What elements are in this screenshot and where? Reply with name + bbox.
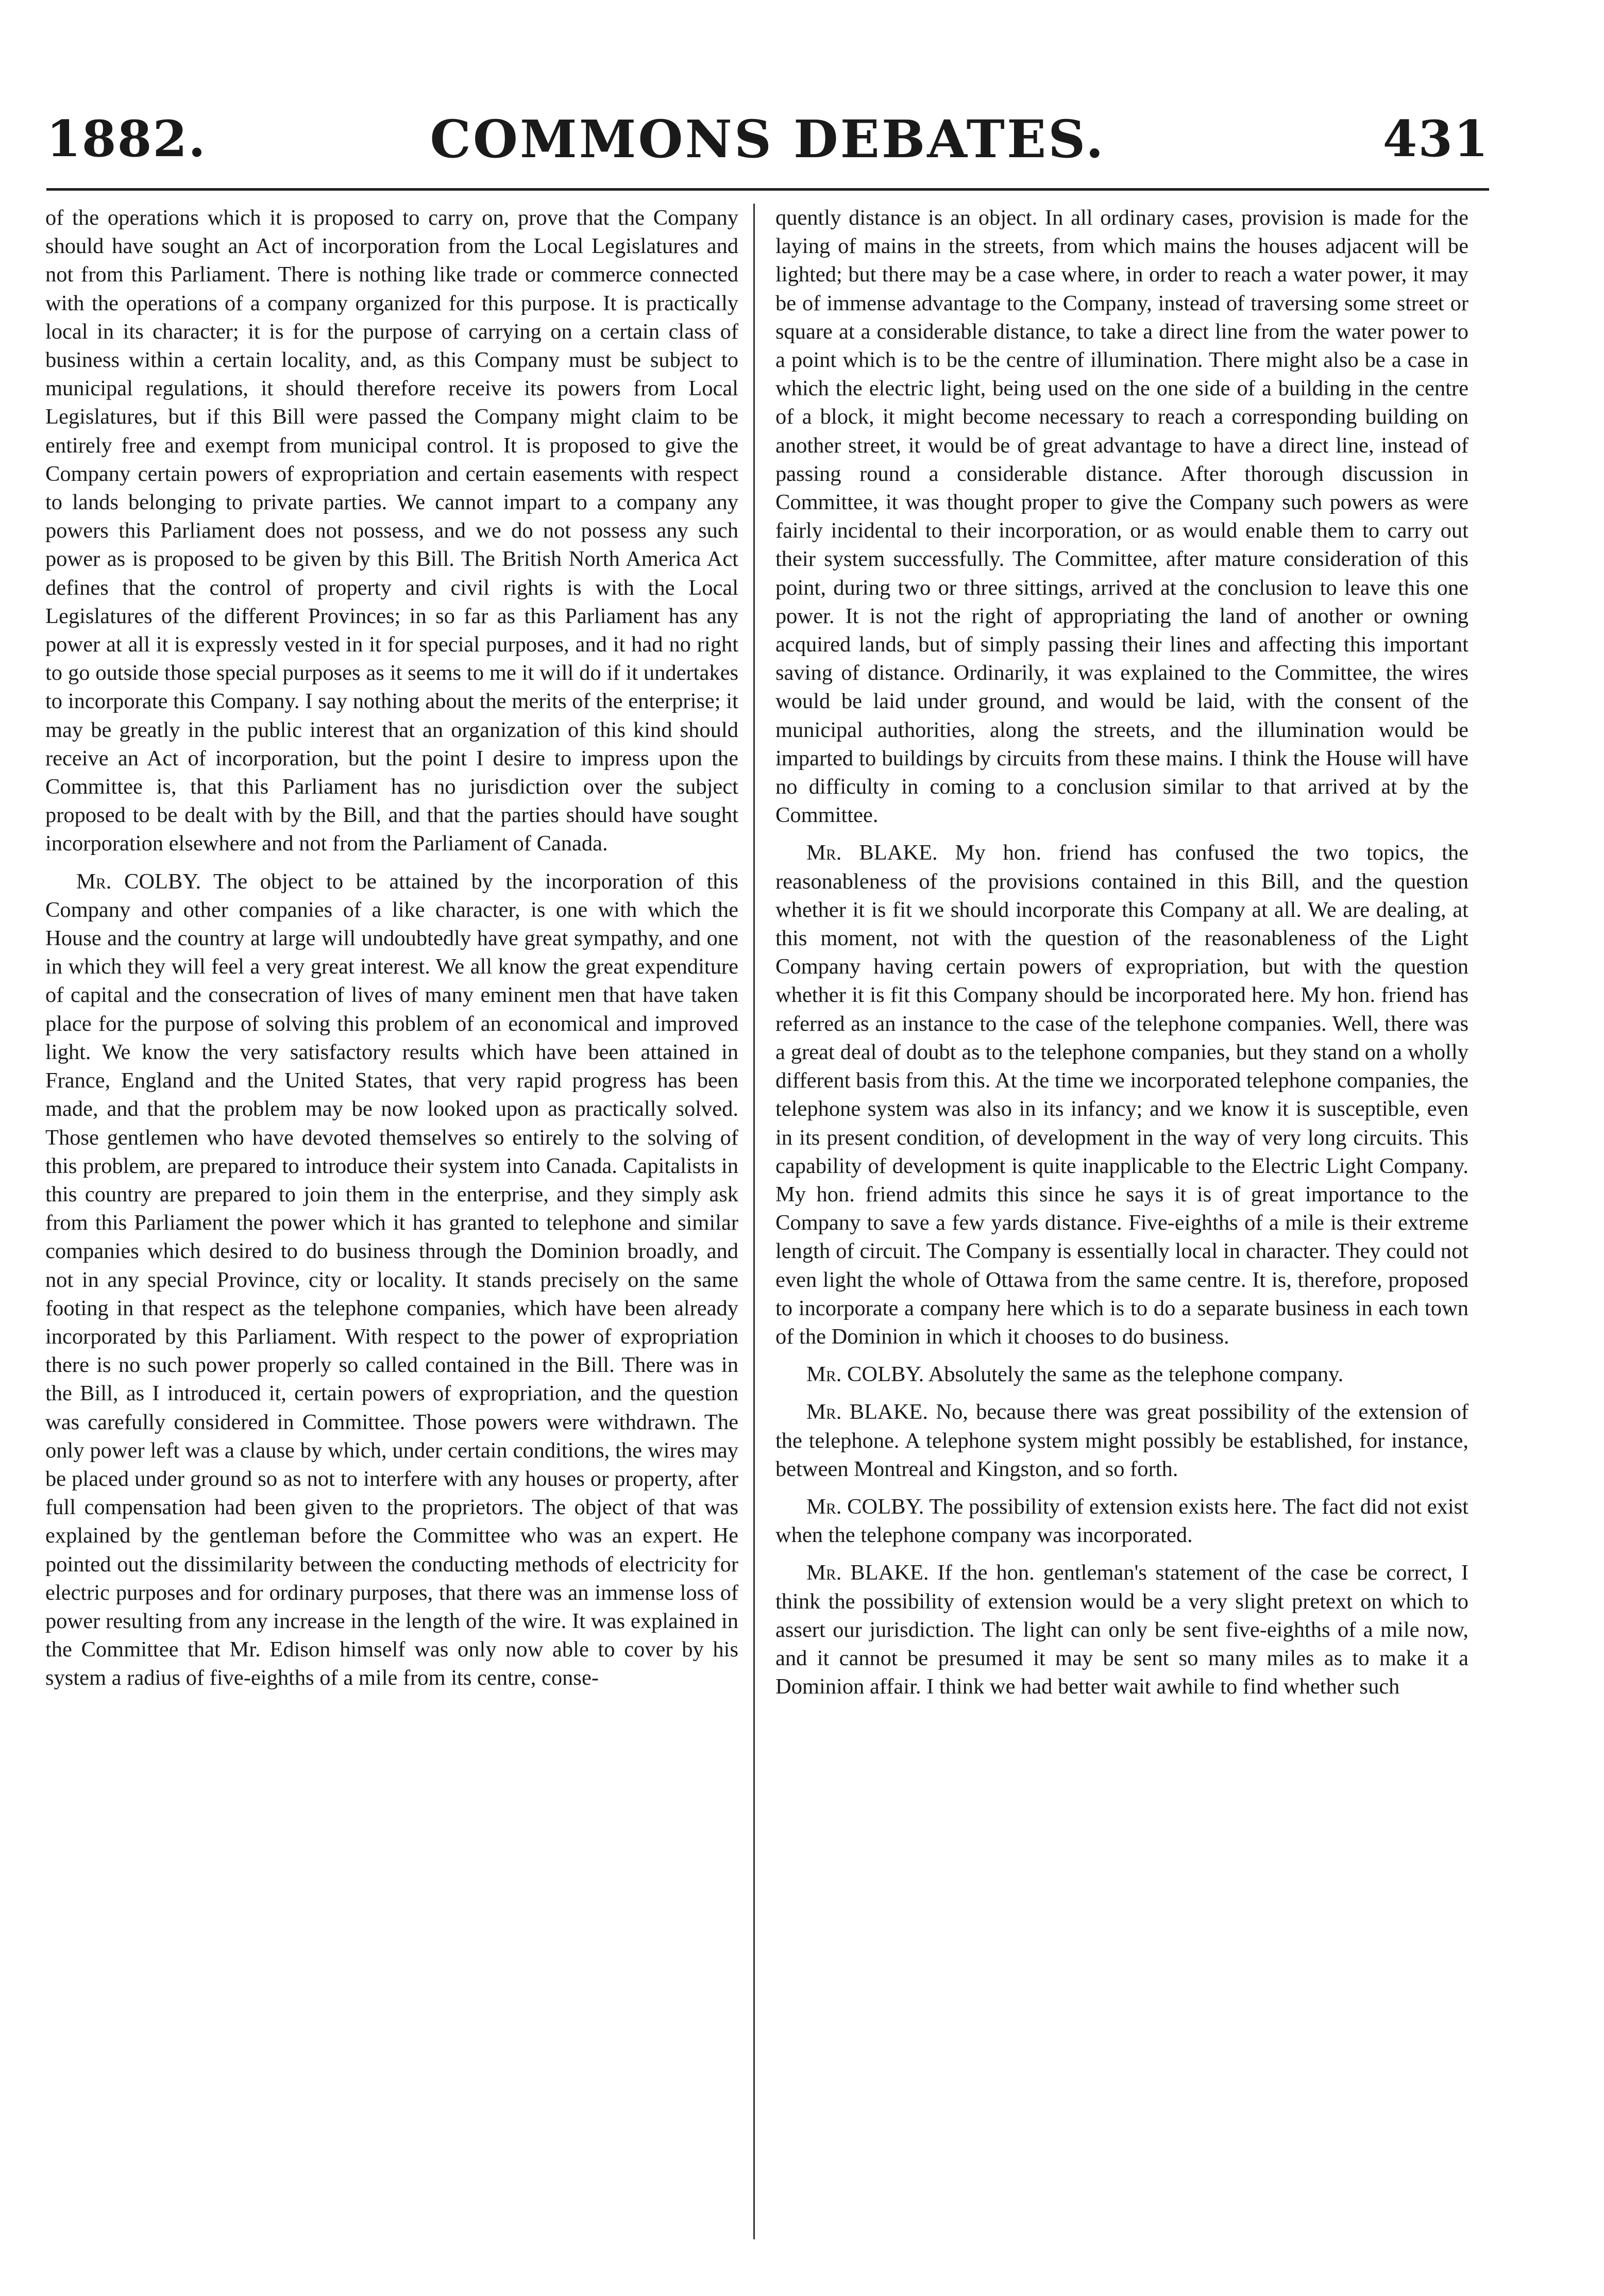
right-paragraph-2: [775, 839, 1468, 1351]
right-paragraph-5: [775, 1493, 1468, 1549]
speaker-name: Mr. COLBY.: [76, 869, 201, 894]
right-paragraph-3: [775, 1360, 1468, 1388]
speaker-name: Mr. BLAKE.: [806, 1561, 929, 1585]
speech-text: My hon. friend has confused the two topics, the reasonableness of the provisions contained in this Bill, and the question whether it is fit we should incorporate this Company at all. We are dealing, at this moment, not with the question of the reasonableness of the Light Company having certain powers of expropriation, but with the question whether it is fit this Company should be incorporated here. My hon. friend has referred as an instance to the case of the telephone companies. Well, there was a great deal of doubt as to the telephone companies, but they stand on a wholly different basis from this. At the time we incorporated telephone companies, the telephone system was also in its infancy; and we know it is susceptible, even in its present condition, of development in the way of very long circuits. This capability of development is quite inapplicable to the Electric Light Company. My hon. friend admits this since he says it is of great importance to the Company to save a few yards distance. Five-eighths of a mile is their extreme length of circuit. The Company is essentially local in character. They could not even light the whole of Ottawa from the same centre. It is, therefore, proposed to incorporate a company here which is to do a separate business in each town of the Dominion in which it chooses to do business.: [775, 841, 1468, 1349]
header-rule: [46, 188, 1489, 191]
speaker-name: Mr. BLAKE.: [806, 1400, 928, 1424]
right-paragraph-1: quently distance is an object. In all ordinary cases, provision is made for the laying of mains in the streets, from which mains the houses adjacent will be lighted; but there may be a case where, in order to reach a water power, it may be of immense advantage to the Company, instead of traversing some street or square at a considerable distance, to take a direct line from the water power to a point which is to be the centre of illumination. There might also be a case in which the electric light, being used on the one side of a building in the centre of a block, it might become necessary to reach a corresponding building on another street, it would be of great advantage to have a direct line, instead of passing round a considerable distance. After thorough discussion in Committee, it was thought proper to give the Company such powers as were fairly incidental to their incorporation, or as would enable them to carry out their system successfully. The Committee, after mature consideration of this point, during two or three sittings, arrived at the conclusion to leave this one power. It is not the right of appropriating the land of another or owning acquired lands, but of simply passing their lines and affecting this important saving of distance. Ordinarily, it was explained to the Committee, the wires would be laid under ground, and would be laid, with the consent of the municipal authorities, along the streets, and the illumination would be imparted to buildings by circuits from these mains. I think the House will have no difficulty in coming to a conclusion similar to that arrived at by the Committee.: [775, 206, 1468, 828]
left-column: [45, 204, 738, 2244]
right-paragraph-4: [775, 1398, 1468, 1483]
left-paragraph-1: of the operations which it is proposed to carry on, prove that the Company should have sought an Act of incorporation from the Local Legislatures and not from this Parliament. There is nothing like trade or commerce connected with the operations of a company organized for this purpose. It is practically local in its character; it is for the purpose of carrying on a certain class of business within a certain locality, and, as this Company must be subject to municipal regulations, it should therefore receive its powers from Local Legislatures, but if this Bill were passed the Company might claim to be entirely free and exempt from municipal control. It is proposed to give the Company certain powers of expropriation and certain easements with respect to lands belonging to private parties. We cannot impart to a company any powers this Parliament does not possess, and we do not possess any such power as is proposed to be given by this Bill. The British North America Act defines that the control of property and civil rights is with the Local Legislatures of the different Provinces; in so far as this Parliament has any power at all it is expressly vested in it for special purposes, and it had no right to go outside those special purposes as it seems to me it will do if it undertakes to incorporate this Company. I say nothing about the merits of the enterprise; it may be greatly in the public interest that an organization of this kind should receive an Act of incorporation, but the point I desire to impress upon the Committee is, that this Parliament has no jurisdiction over the subject proposed to be dealt with by the Bill, and that the parties should have sought incorporation elsewhere and not from the Parliament of Canada.: [45, 206, 738, 856]
speaker-name: Mr. BLAKE.: [806, 841, 938, 865]
speech-text: Absolutely the same as the telephone company.: [928, 1362, 1344, 1387]
header-page-number: 431: [1382, 110, 1489, 168]
speech-text: No, because there was great possibility of the extension of the telephone. A telephone system might possibly be established, for instance, between Montreal and Kingston, and so forth.: [775, 1400, 1468, 1481]
speaker-name: Mr. COLBY.: [806, 1362, 924, 1387]
header-year: 1882.: [46, 110, 207, 168]
right-paragraph-6: [775, 1558, 1468, 1701]
header-title: COMMONS DEBATES.: [430, 109, 1106, 170]
speech-text: The possibility of extension exists here. The fact did not exist when the telephone company was incorporated.: [775, 1494, 1468, 1548]
speech-text: The object to be attained by the incorporation of this Company and other companies of a like character, is one with which the House and the country at large will undoubtedly have great sympathy, and one in which they will feel a very great interest. We all know the great expenditure of capital and the consecration of lives of many eminent men that have taken place for the purpose of solving this problem of an economical and improved light. We know the very satisfactory results which have been attained in France, England and the United States, that very rapid progress has been made, and that the problem may be now looked upon as practically solved. Those gentlemen who have devoted themselves so entirely to the solving of this problem, are prepared to introduce their system into Canada. Capitalists in this country are prepared to join them in the enterprise, and they simply ask from this Parliament the power which it has granted to telephone and similar companies which desired to do business through the Dominion broadly, and not in any special Province, city or locality. It stands precisely on the same footing in that respect as the telephone companies, which have been already incorporated by this Parliament. With respect to the power of expropriation there is no such power properly so called contained in the Bill. There was in the Bill, as I introduced it, certain powers of expropriation, and the question was carefully considered in Committee. Those powers were withdrawn. The only power left was a clause by which, under certain conditions, the wires may be placed under ground so as not to interfere with any houses or property, after full compensation had been given to the proprietors. The object of that was explained by the gentleman before the Committee who was an expert. He pointed out the dissimilarity between the conducting methods of electricity for electric purposes and for ordinary purposes, that there was an immense loss of power resulting from any increase in the length of the wire. It was explained in the Committee that Mr. Edison himself was only now able to cover by his system a radius of five-eighths of a mile from its centre, conse-: [45, 869, 738, 1690]
speaker-name: Mr. COLBY.: [806, 1494, 924, 1519]
left-paragraph-2: [45, 867, 738, 1692]
page-header: [46, 108, 1489, 175]
right-column: [775, 204, 1468, 2244]
speech-text: If the hon. gentleman's statement of the case be correct, I think the possibility of extension would be a very slight pretext on which to assert our jurisdiction. The light can only be sent five-eighths of a mile now, and it cannot be presumed it may be sent so many miles as to make it a Dominion affair. I think we had better wait awhile to find whether such: [775, 1561, 1468, 1699]
column-divider: [753, 204, 755, 2239]
